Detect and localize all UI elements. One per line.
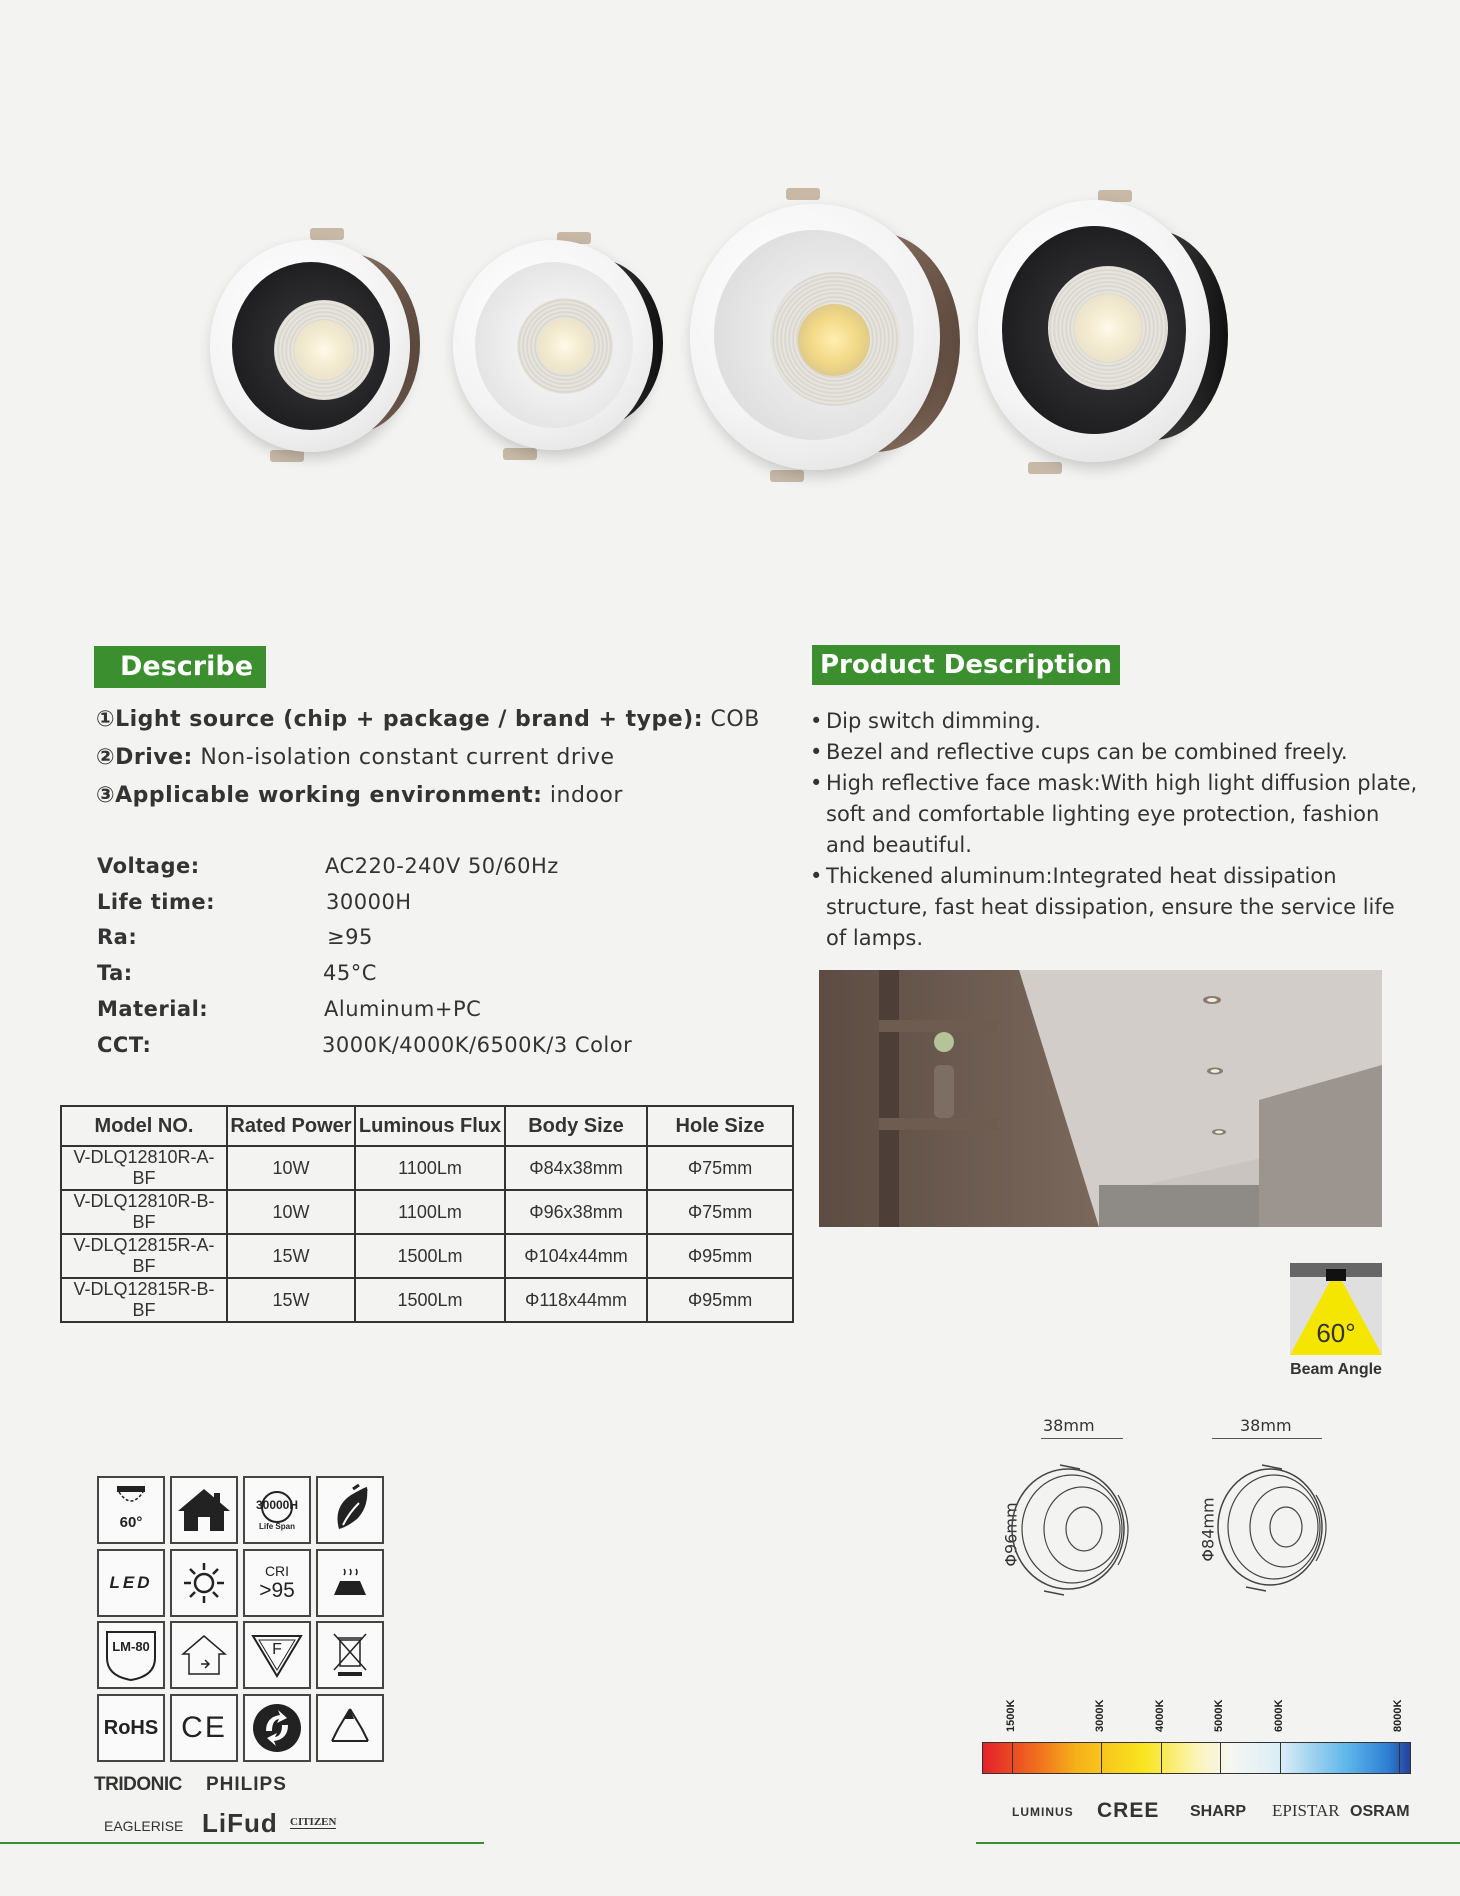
life-span-hours: 30000H (255, 1498, 299, 1512)
cell-hole: Φ75mm (647, 1190, 793, 1234)
lm80-icon (97, 1621, 165, 1689)
cct-tick-line (1220, 1742, 1221, 1774)
cell-flux: 1500Lm (355, 1278, 505, 1322)
recycle-arrows-icon (250, 1701, 304, 1755)
drive-label: ②Drive: (96, 745, 193, 770)
cell-hole: Φ75mm (647, 1146, 793, 1190)
spec-key: CCT: (97, 1033, 152, 1057)
list-item: • High reflective face mask:With high light diffusion plate, soft and comfortable lighting eye protection, fashion and beautiful. (810, 768, 1420, 861)
cell-power: 10W (227, 1190, 355, 1234)
footer-rule-right (976, 1842, 1460, 1844)
environment-line (96, 783, 623, 808)
col-model: Model NO. (61, 1106, 227, 1146)
beam-60-label: 60° (119, 1514, 143, 1531)
dimension-width-label: 38mm (1043, 1416, 1095, 1435)
cell-hole: Φ95mm (647, 1278, 793, 1322)
brand-citizen: CITIZEN (290, 1816, 337, 1828)
recycle-triangle-icon (326, 1705, 374, 1751)
cri-value: >95 (259, 1579, 295, 1602)
dimension-diameter-label: Φ96mm (1001, 1502, 1021, 1567)
cell-body: Φ96x38mm (505, 1190, 647, 1234)
life-span-icon (243, 1476, 311, 1544)
table-row (61, 1234, 793, 1278)
cct-tick-label: 3000K (1094, 1699, 1107, 1732)
green-dot-icon (243, 1694, 311, 1762)
cct-tick-line (1101, 1742, 1102, 1774)
recycle-icon (316, 1694, 384, 1762)
downlight-photo-2 (453, 228, 668, 458)
cell-body: Φ84x38mm (505, 1146, 647, 1190)
cct-tick-line (1161, 1742, 1162, 1774)
plug-leaf-icon (325, 1483, 375, 1537)
f-mark-icon (243, 1621, 311, 1689)
environment-value: indoor (542, 783, 623, 808)
rohs-label: RoHS (103, 1716, 159, 1739)
cct-tick-line (1399, 1742, 1400, 1774)
spec-key: Ra: (97, 925, 138, 949)
cct-tick-line (1012, 1742, 1013, 1774)
brand-sharp: SHARP (1190, 1803, 1247, 1820)
beam-angle-value: 60° (1316, 1318, 1356, 1348)
brand-epistar: EPISTAR (1272, 1801, 1340, 1820)
downlight-photo-4 (978, 190, 1238, 480)
heat-dissipation-icon (316, 1549, 384, 1617)
ce-label: CE (181, 1711, 227, 1744)
cri-icon (243, 1549, 311, 1617)
indoor-house-icon (170, 1476, 238, 1544)
col-body-size: Body Size (505, 1106, 647, 1146)
cell-flux: 1500Lm (355, 1234, 505, 1278)
brand-tridonic: TRIDONIC (94, 1774, 182, 1795)
rohs-icon (97, 1694, 165, 1762)
cell-model: V-DLQ12810R-B-BF (61, 1190, 227, 1234)
cct-tick-label: 6000K (1272, 1699, 1285, 1732)
dimension-top-line (1041, 1438, 1123, 1439)
product-description-list (810, 706, 1420, 954)
light-source-line (96, 707, 760, 732)
list-item: • Bezel and reflective cups can be combined freely. (810, 737, 1420, 768)
col-rated-power: Rated Power (227, 1106, 355, 1146)
eco-plug-icon (316, 1476, 384, 1544)
model-table (60, 1105, 794, 1323)
table-row (61, 1146, 793, 1190)
spec-value: AC220-240V 50/60Hz (325, 854, 559, 878)
life-span-label: Life Span (258, 1521, 295, 1531)
downlight-photo-1 (210, 228, 425, 458)
brand-philips: PHILIPS (206, 1774, 287, 1795)
installation-photo (819, 970, 1382, 1227)
list-item: • Dip switch dimming. (810, 706, 1420, 737)
shield-icon (101, 1626, 161, 1684)
dimension-width-label: 38mm (1240, 1416, 1292, 1435)
f-mark-label: F (272, 1641, 282, 1658)
spec-value: ≥95 (327, 925, 373, 949)
cri-label: CRI (264, 1563, 290, 1579)
spec-value: 30000H (326, 890, 412, 914)
cell-model: V-DLQ12810R-A-BF (61, 1146, 227, 1190)
cell-model: V-DLQ12815R-B-BF (61, 1278, 227, 1322)
dimension-top-line (1212, 1438, 1322, 1439)
cell-body: Φ104x44mm (505, 1234, 647, 1278)
led-label: LED (109, 1573, 153, 1592)
spec-key: Ta: (97, 961, 133, 985)
table-row (61, 1278, 793, 1322)
light-source-value: COB (703, 707, 760, 732)
led-icon (97, 1549, 165, 1617)
brand-osram: OSRAM (1350, 1803, 1410, 1820)
sun-brightness-icon (170, 1549, 238, 1617)
house-icon (176, 1485, 232, 1535)
product-description-heading: Product Description (812, 645, 1120, 685)
cell-model: V-DLQ12815R-A-BF (61, 1234, 227, 1278)
beam-angle-label: Beam Angle (1290, 1361, 1382, 1378)
col-luminous-flux: Luminous Flux (355, 1106, 505, 1146)
crossed-bin-icon (330, 1630, 370, 1680)
downlight-side-drawing (1202, 1455, 1352, 1605)
cct-tick-label: 5000K (1213, 1699, 1226, 1732)
brand-cree: CREE (1097, 1799, 1160, 1822)
ce-icon (170, 1694, 238, 1762)
cell-flux: 1100Lm (355, 1146, 505, 1190)
footer-rule-left (0, 1842, 484, 1844)
col-hole-size: Hole Size (647, 1106, 793, 1146)
brand-eaglerise: EAGLERISE (104, 1818, 184, 1834)
list-item: • Thickened aluminum:Integrated heat dissipation structure, fast heat dissipation, ensure the service life of lamps. (810, 861, 1420, 954)
cct-gradient-bar (982, 1742, 1411, 1774)
spec-key: Life time: (97, 890, 216, 914)
spec-value: 3000K/4000K/6500K/3 Color (322, 1033, 633, 1057)
brand-lifud: LiFud (202, 1808, 278, 1838)
spec-value: Aluminum+PC (324, 997, 482, 1021)
cell-body: Φ118x44mm (505, 1278, 647, 1322)
room-scene-illustration (819, 970, 1382, 1227)
spec-key: Material: (97, 997, 209, 1021)
describe-heading: Describe (94, 646, 266, 688)
spec-key: Voltage: (97, 854, 200, 878)
cct-tick-label: 8000K (1392, 1699, 1405, 1732)
cell-power: 15W (227, 1278, 355, 1322)
cell-power: 15W (227, 1234, 355, 1278)
cct-tick-line (1280, 1742, 1281, 1774)
downlight-photo-3 (690, 188, 960, 488)
cct-tick-label: 4000K (1153, 1699, 1166, 1732)
cell-flux: 1100Lm (355, 1190, 505, 1234)
drive-value: Non-isolation constant current drive (192, 745, 615, 770)
heat-lamp-icon (328, 1563, 372, 1603)
sun-icon (182, 1561, 226, 1605)
house-outline-icon (179, 1632, 229, 1678)
beam-60-icon (97, 1476, 165, 1544)
brand-luminus: LUMINUS (1012, 1805, 1074, 1819)
weee-bin-icon (316, 1621, 384, 1689)
table-header-row (61, 1106, 793, 1146)
cell-power: 10W (227, 1146, 355, 1190)
downlight-side-drawing (1000, 1455, 1150, 1605)
environment-label: ③Applicable working environment: (96, 783, 543, 808)
spec-value: 45°C (323, 961, 377, 985)
lm80-label: LM-80 (112, 1639, 150, 1654)
light-source-label: ①Light source (chip + package / brand + type): (96, 707, 704, 732)
drive-line (96, 745, 615, 770)
cct-tick-label: 1500K (1004, 1699, 1017, 1732)
indoor-use-icon (170, 1621, 238, 1689)
dimension-diameter-label: Φ84mm (1198, 1497, 1218, 1562)
cell-hole: Φ95mm (647, 1234, 793, 1278)
table-row (61, 1190, 793, 1234)
